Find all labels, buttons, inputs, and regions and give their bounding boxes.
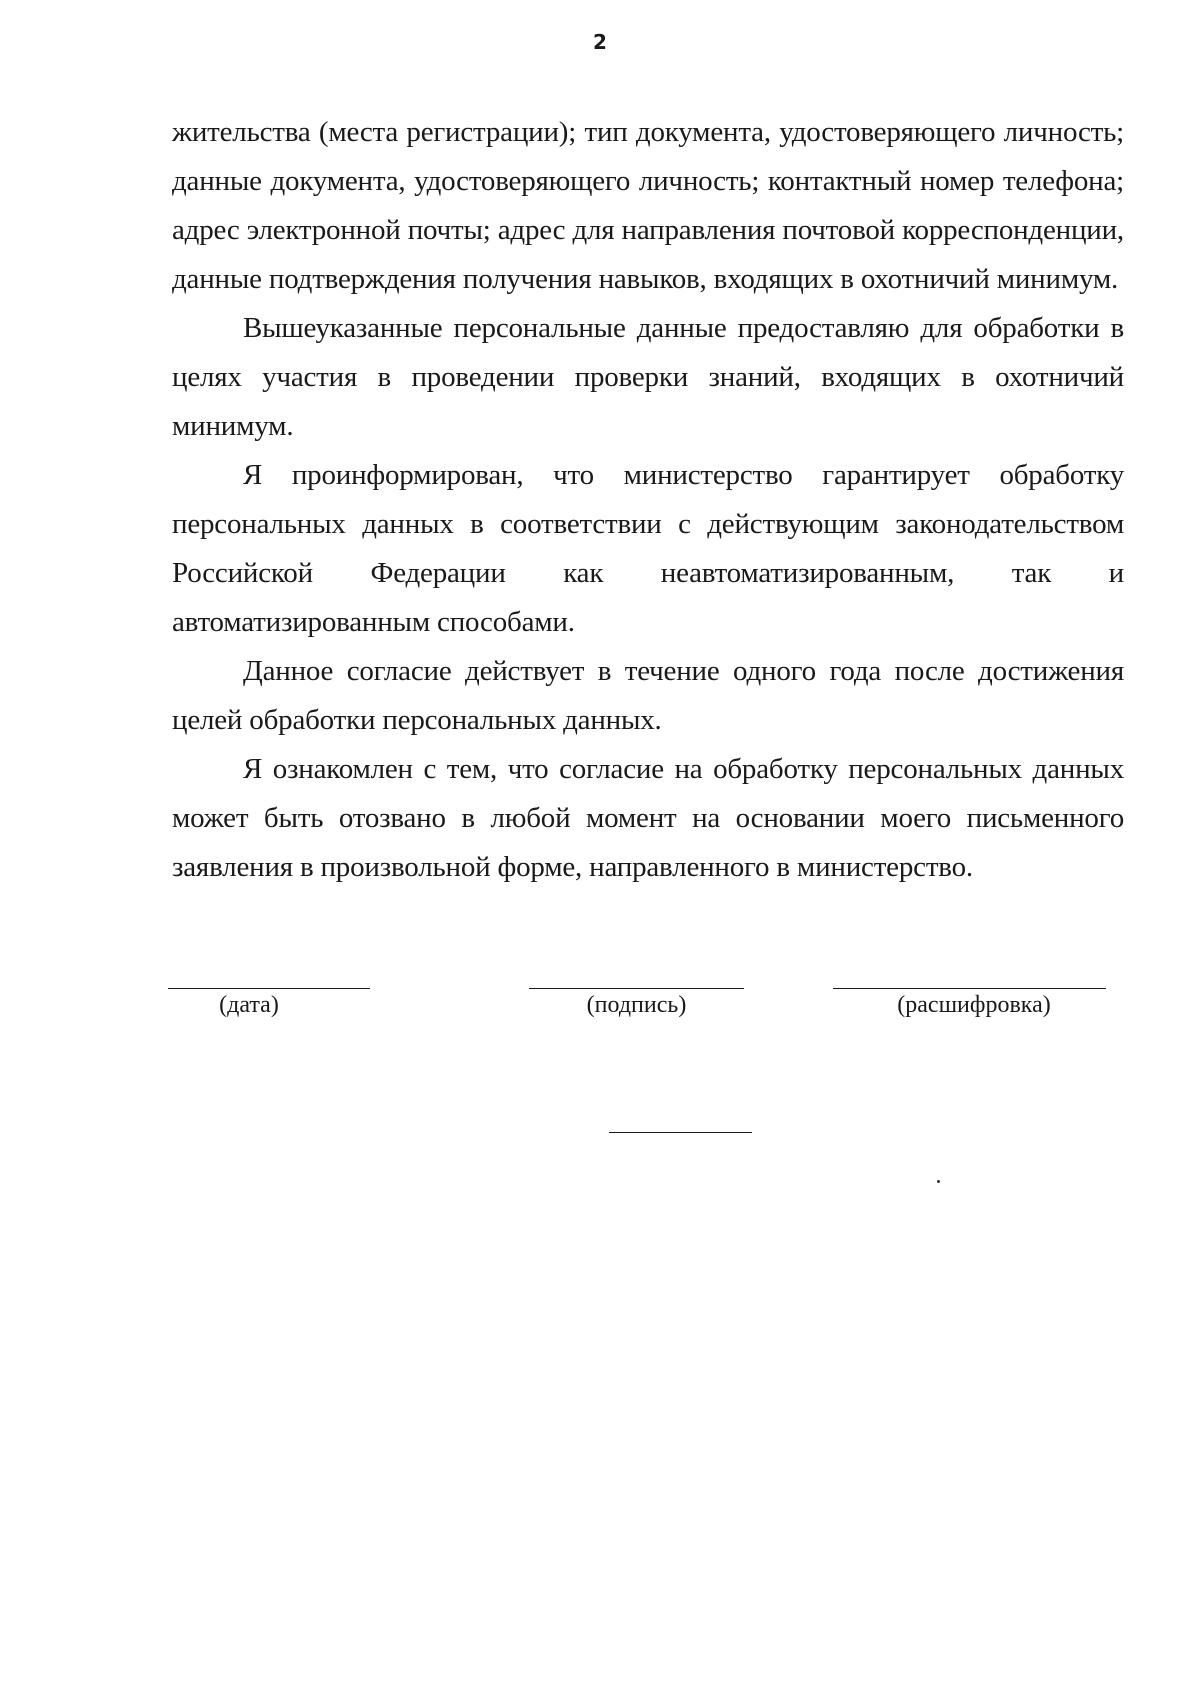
paragraph-personal-data-list: жительства (места регистрации); тип документа, удостоверяющего личность; данные документа, удостоверяющего личность; контактный номер телефона; адрес электронной почты; адрес для направления почтовой корреспонденции, данные подтверждения получения навыков, входящих в охотничий минимум.: [172, 116, 1124, 295]
paragraph-ministry-guarantee-end: автоматизированным способами.: [172, 606, 575, 638]
document-body: [172, 108, 1124, 892]
date-line: [168, 988, 370, 989]
paragraph-consent-withdrawal: Я ознакомлен с тем, что согласие на обработку персональных данных может быть отозвано в любой момент на основании моего письменного заявления в произвольной форме, направленного в министерство.: [172, 753, 1124, 883]
paragraph-consent-validity: Данное согласие действует в течение одного года после достижения целей обработки персональных данных.: [172, 655, 1124, 736]
name-decoding-label: (расшифровка): [897, 992, 1051, 1018]
end-of-document-rule: [609, 1132, 752, 1133]
scan-speck: [937, 1180, 940, 1183]
paragraph-processing-purpose: Вышеуказанные персональные данные предоставляю для обработки в целях участия в проведении проверки знаний, входящих в охотничий минимум.: [172, 312, 1124, 442]
page-number: 2: [593, 30, 607, 54]
signature-line: [529, 988, 744, 989]
paragraph-ministry-guarantee: Я проинформирован, что министерство гарантирует обработку персональных данных в соответствии с действующим законодательством Российской Федерации как неавтоматизированным, так и: [172, 459, 1124, 589]
signature-label: (подпись): [586, 992, 687, 1018]
name-decoding-line: [833, 988, 1106, 989]
date-label: (дата): [219, 992, 279, 1018]
